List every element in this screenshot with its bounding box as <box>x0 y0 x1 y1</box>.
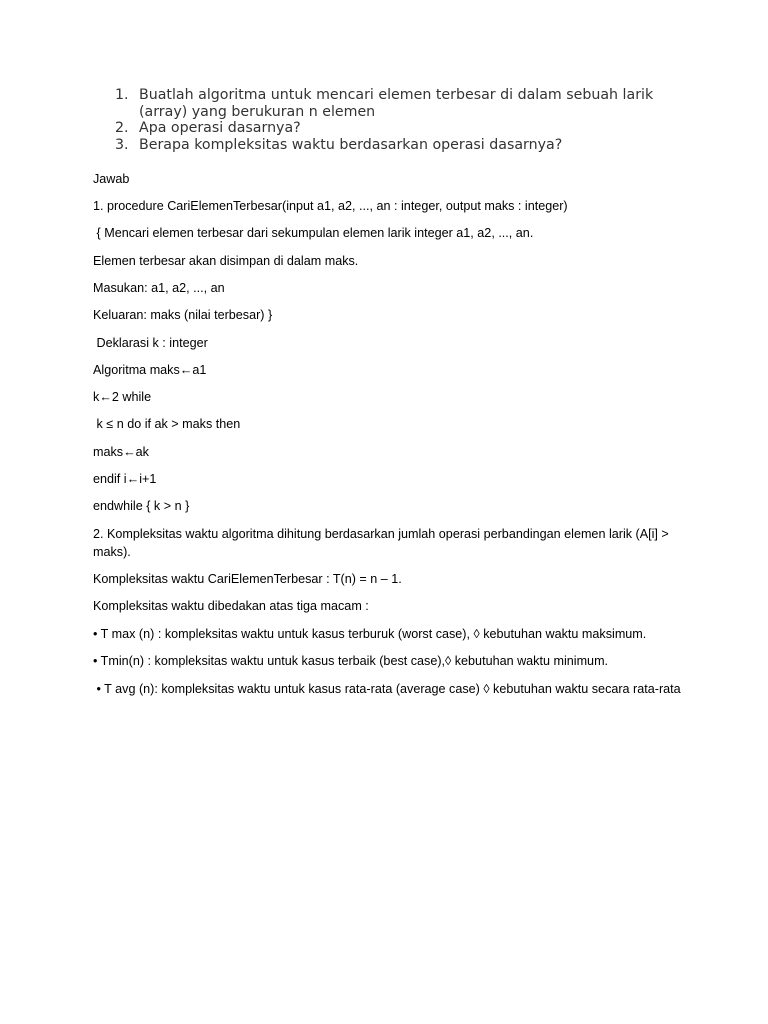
answer-line: endif i←i+1 <box>93 472 157 486</box>
question-number: 3. <box>115 137 129 153</box>
answer-line: maks←ak <box>93 445 149 459</box>
answer-line: 2. Kompleksitas waktu algoritma dihitung berdasarkan jumlah operasi perbandingan elemen larik (A[i] > maks). <box>93 527 673 559</box>
answer-line: • T max (n) : kompleksitas waktu untuk kasus terburuk (worst case), ◊ kebutuhan waktu maksimum. <box>93 627 647 641</box>
question-number: 2. <box>115 120 129 136</box>
answer-heading: Jawab <box>93 172 130 186</box>
answer-line: • Tmin(n) : kompleksitas waktu untuk kasus terbaik (best case),◊ kebutuhan waktu minimum. <box>93 654 609 668</box>
answer-line: k←2 while <box>93 390 152 404</box>
answer-line: Masukan: a1, a2, ..., an <box>93 281 225 295</box>
question-text: Apa operasi dasarnya? <box>139 120 301 136</box>
question-number: 1. <box>115 87 129 103</box>
answer-line: 1. procedure CariElemenTerbesar(input a1, a2, ..., an : integer, output maks : integer) <box>93 199 568 213</box>
question-text: Buatlah algoritma untuk mencari elemen terbesar di dalam sebuah larik (array) yang berukuran n elemen <box>139 87 654 120</box>
answer-line: k ≤ n do if ak > maks then <box>93 417 241 431</box>
question-text: Berapa kompleksitas waktu berdasarkan operasi dasarnya? <box>139 137 563 153</box>
answer-line: Algoritma maks←a1 <box>93 363 207 377</box>
answer-line: Kompleksitas waktu dibedakan atas tiga macam : <box>93 599 369 613</box>
answer-line: Keluaran: maks (nilai terbesar) } <box>93 308 273 322</box>
answer-line: Elemen terbesar akan disimpan di dalam maks. <box>93 254 359 268</box>
answer-line: { Mencari elemen terbesar dari sekumpulan elemen larik integer a1, a2, ..., an. <box>93 226 534 240</box>
answer-line: Deklarasi k : integer <box>93 336 208 350</box>
answer-line: Kompleksitas waktu CariElemenTerbesar : T(n) = n – 1. <box>93 572 402 586</box>
answer-line: • T avg (n): kompleksitas waktu untuk kasus rata-rata (average case) ◊ kebutuhan waktu secara rata-rata <box>93 682 681 696</box>
answer-line: endwhile { k > n } <box>93 499 190 513</box>
